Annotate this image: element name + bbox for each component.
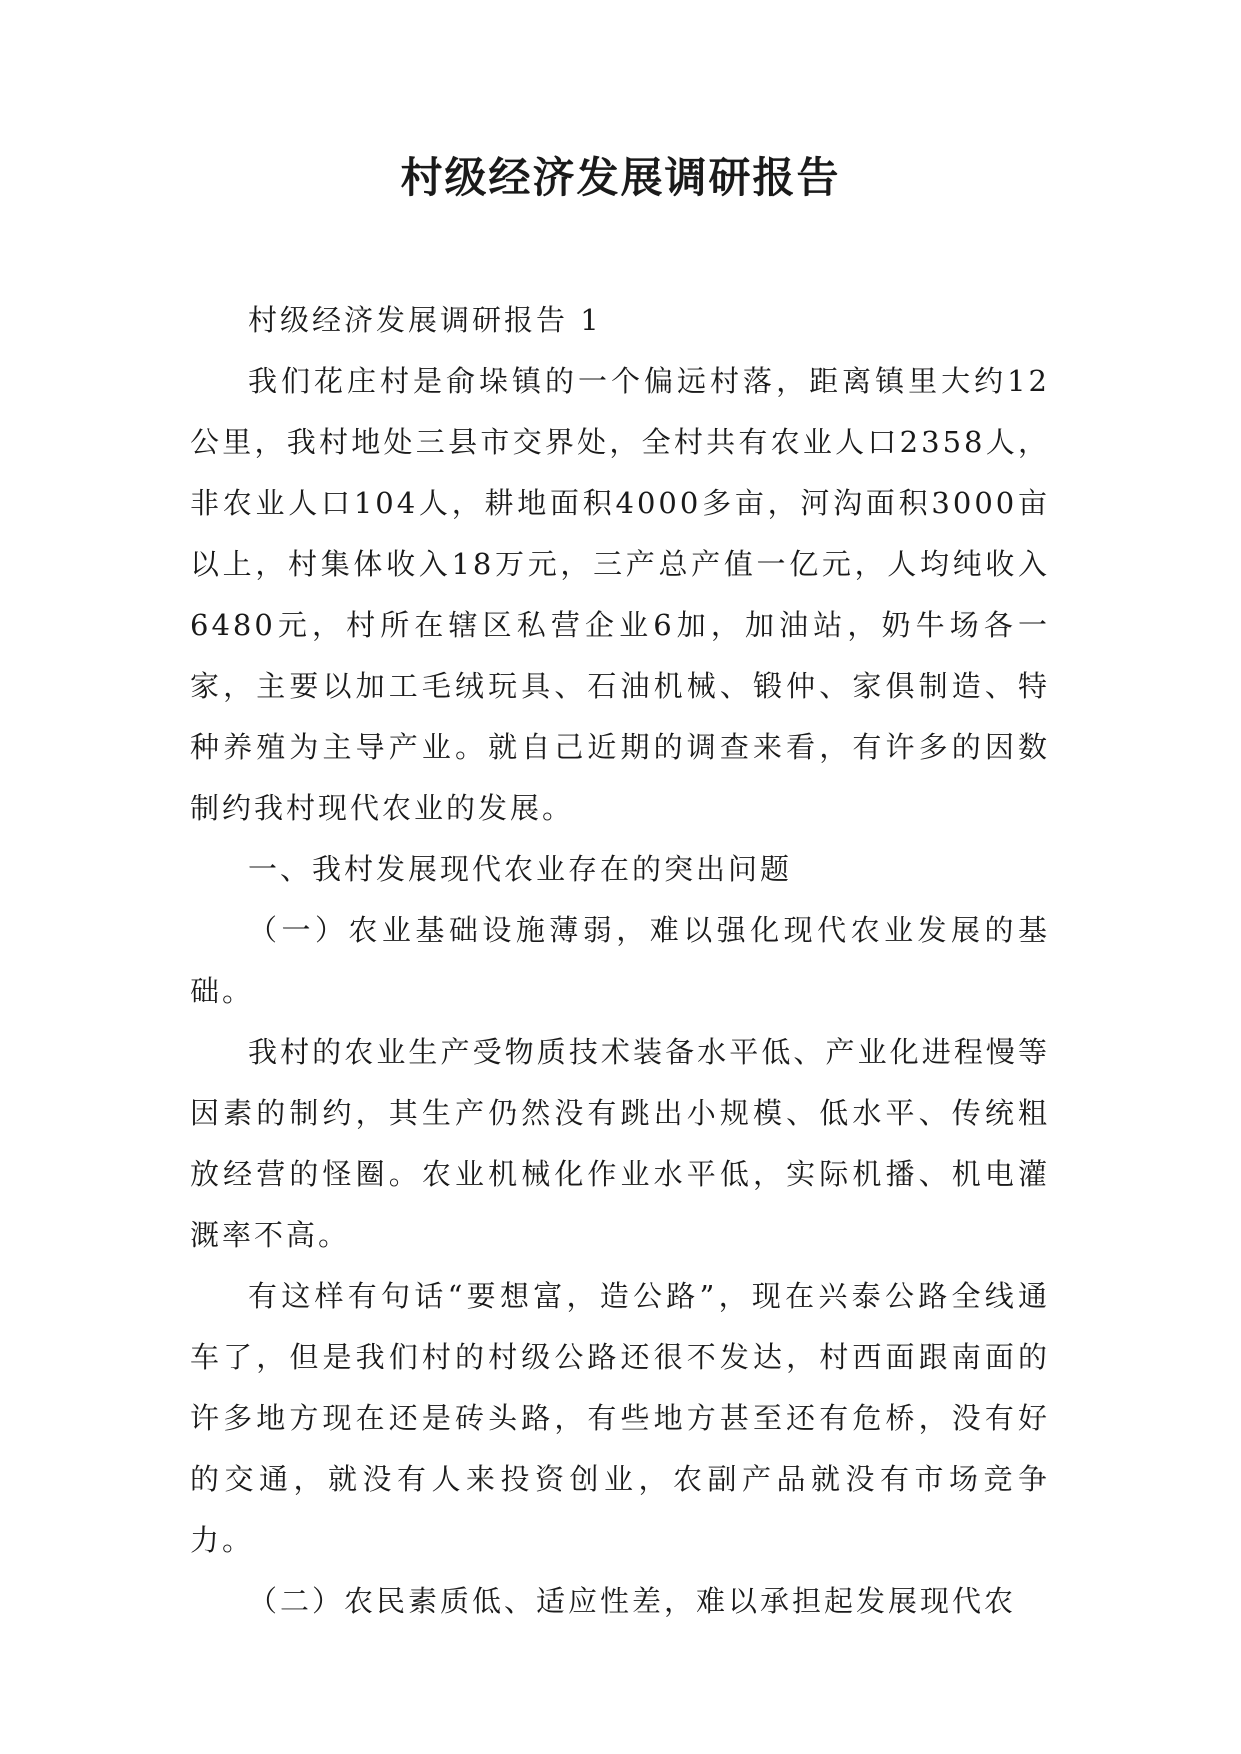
paragraph-infrastructure: 我村的农业生产受物质技术装备水平低、产业化进程慢等因素的制约，其生产仍然没有跳出小规模、低水平、传统粗放经营的怪圈。农业机械化作业水平低，实际机播、机电灌溉率不高。 [190,1035,1050,1252]
paragraph-subtitle: 村级经济发展调研报告 1 [248,303,602,337]
subsection-heading-1: （一）农业基础设施薄弱，难以强化现代农业发展的基础。 [190,913,1050,1008]
section-heading-1: 一、我村发展现代农业存在的突出问题 [248,852,793,886]
subsection-heading-2: （二）农民素质低、适应性差，难以承担起发展现代农 [248,1584,1017,1618]
document-title: 村级经济发展调研报告 [400,153,841,202]
paragraph-roads: 有这样有句话“要想富，造公路”，现在兴泰公路全线通车了，但是我们村的村级公路还很不发达，村西面跟南面的许多地方现在还是砖头路，有些地方甚至还有危桥，没有好的交通，就没有人来投资创业，农副产品就没有市场竞争力。 [190,1279,1050,1557]
document-body [190,290,1050,1632]
paragraph-intro: 我们花庄村是俞垛镇的一个偏远村落，距离镇里大约12公里，我村地处三县市交界处，全村共有农业人口2358人，非农业人口104人，耕地面积4000多亩，河沟面积3000亩以上，村集体收入18万元，三产总产值一亿元，人均纯收入6480元，村所在辖区私营企业6加，加油站，奶牛场各一家，主要以加工毛绒玩具、石油机械、锻仲、家俱制造、特种养殖为主导产业。就自己近期的调查来看，有许多的因数制约我村现代农业的发展。 [190,364,1050,825]
